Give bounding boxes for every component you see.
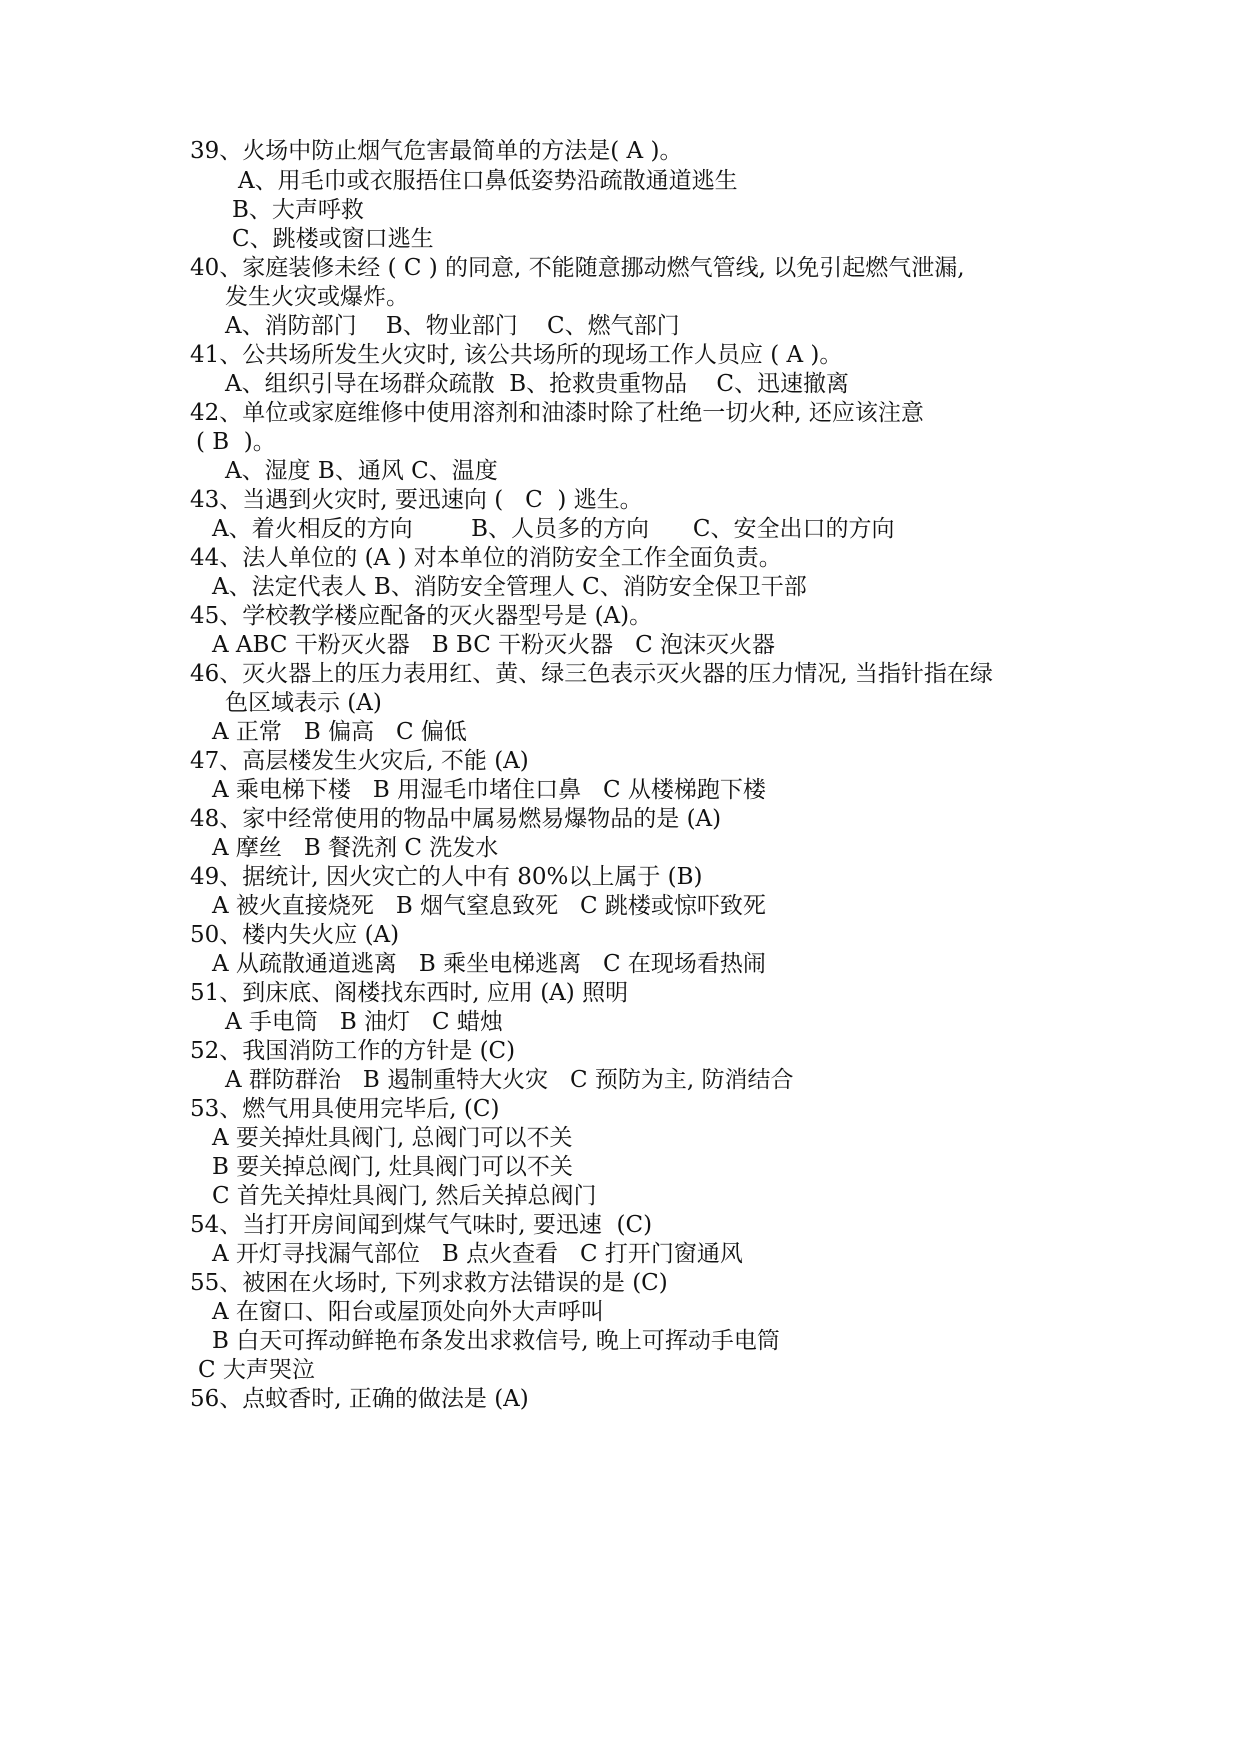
option-line: A 被火直接烧死 B 烟气窒息致死 C 跳楼或惊吓致死 xyxy=(212,893,766,919)
option-line: C 大声哭泣 xyxy=(198,1357,315,1383)
option-line: A 乘电梯下楼 B 用湿毛巾堵住口鼻 C 从楼梯跑下楼 xyxy=(212,777,766,803)
question-52: 52、我国消防工作的方针是 (C) xyxy=(190,1038,516,1064)
option-line: C、跳楼或窗口逃生 xyxy=(232,226,434,252)
option-line: B 白天可挥动鲜艳布条发出求救信号, 晚上可挥动手电筒 xyxy=(212,1328,780,1354)
question-43: 43、当遇到火灾时, 要迅速向 ( C ) 逃生。 xyxy=(190,487,643,513)
question-39: 39、火场中防止烟气危害最简单的方法是( A )。 xyxy=(190,138,683,164)
question-46-continuation: 色区域表示 (A) xyxy=(225,690,382,716)
option-line: A 在窗口、阳台或屋顶处向外大声呼叫 xyxy=(212,1299,604,1325)
option-line: A、用毛巾或衣服捂住口鼻低姿势沿疏散通道逃生 xyxy=(238,168,738,194)
option-line: A、湿度 B、通风 C、温度 xyxy=(225,458,498,484)
option-line: A 正常 B 偏高 C 偏低 xyxy=(212,719,467,745)
option-line: A、消防部门 B、物业部门 C、燃气部门 xyxy=(225,313,680,339)
option-line: A 群防群治 B 遏制重特大火灾 C 预防为主, 防消结合 xyxy=(225,1067,794,1093)
question-44: 44、法人单位的 (A ) 对本单位的消防安全工作全面负责。 xyxy=(190,545,782,571)
question-42-continuation: ( B )。 xyxy=(196,429,276,455)
question-55: 55、被困在火场时, 下列求救方法错误的是 (C) xyxy=(190,1270,668,1296)
option-line: A、法定代表人 B、消防安全管理人 C、消防安全保卫干部 xyxy=(212,574,807,600)
option-line: A、着火相反的方向 B、人员多的方向 C、安全出口的方向 xyxy=(212,516,895,542)
option-line: C 首先关掉灶具阀门, 然后关掉总阀门 xyxy=(212,1183,597,1209)
question-41: 41、公共场所发生火灾时, 该公共场所的现场工作人员应 ( A )。 xyxy=(190,342,843,368)
option-line: B 要关掉总阀门, 灶具阀门可以不关 xyxy=(212,1154,573,1180)
question-48: 48、家中经常使用的物品中属易燃易爆物品的是 (A) xyxy=(190,806,722,832)
option-line: A 摩丝 B 餐洗剂 C 洗发水 xyxy=(212,835,499,861)
question-50: 50、楼内失火应 (A) xyxy=(190,922,400,948)
question-45: 45、学校教学楼应配备的灭火器型号是 (A)。 xyxy=(190,603,653,629)
option-line: A、组织引导在场群众疏散 B、抢救贵重物品 C、迅速撤离 xyxy=(225,371,849,397)
question-54: 54、当打开房间闻到煤气气味时, 要迅速 (C) xyxy=(190,1212,653,1238)
question-40: 40、家庭装修未经 ( C ) 的同意, 不能随意挪动燃气管线, 以免引起燃气泄漏, xyxy=(190,255,965,281)
question-42: 42、单位或家庭维修中使用溶剂和油漆时除了杜绝一切火种, 还应该注意 xyxy=(190,400,924,426)
option-line: A ABC 干粉灭火器 B BC 干粉灭火器 C 泡沫灭火器 xyxy=(212,632,775,658)
option-line: A 从疏散通道逃离 B 乘坐电梯逃离 C 在现场看热闹 xyxy=(212,951,766,977)
question-51: 51、到床底、阁楼找东西时, 应用 (A) 照明 xyxy=(190,980,629,1006)
option-line: A 开灯寻找漏气部位 B 点火查看 C 打开门窗通风 xyxy=(212,1241,743,1267)
question-47: 47、高层楼发生火灾后, 不能 (A) xyxy=(190,748,529,774)
question-53: 53、燃气用具使用完毕后, (C) xyxy=(190,1096,500,1122)
question-56: 56、点蚊香时, 正确的做法是 (A) xyxy=(190,1386,529,1412)
option-line: B、大声呼救 xyxy=(232,197,364,223)
option-line: A 手电筒 B 油灯 C 蜡烛 xyxy=(225,1009,503,1035)
question-49: 49、据统计, 因火灾亡的人中有 80%以上属于 (B) xyxy=(190,864,703,890)
option-line: A 要关掉灶具阀门, 总阀门可以不关 xyxy=(212,1125,573,1151)
question-46: 46、灭火器上的压力表用红、黄、绿三色表示灭火器的压力情况, 当指针指在绿 xyxy=(190,661,993,687)
question-40-continuation: 发生火灾或爆炸。 xyxy=(225,284,409,310)
